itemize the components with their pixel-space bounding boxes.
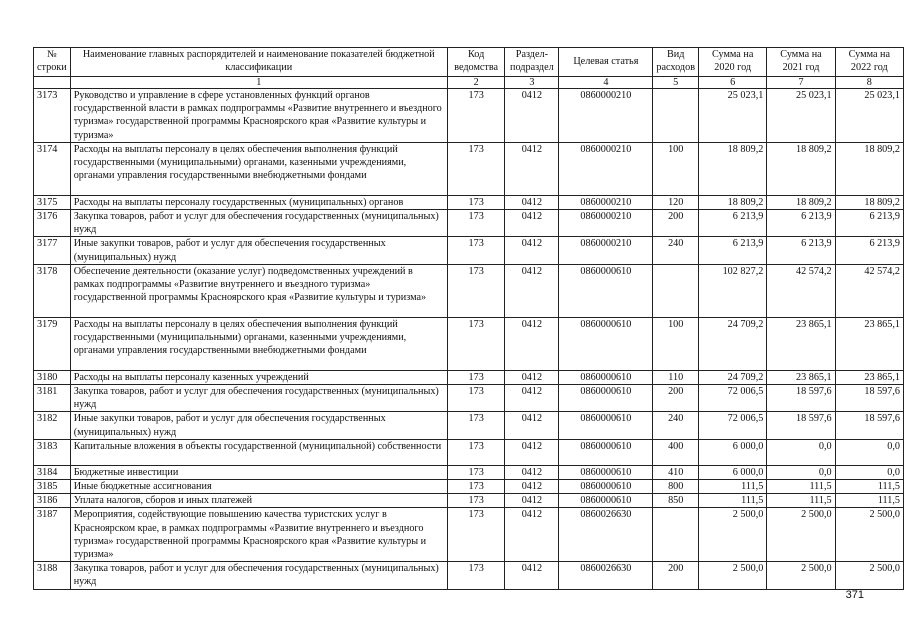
row-sum-2021: 6 213,9 (767, 237, 835, 264)
row-number: 3187 (34, 508, 71, 562)
row-target: 0860000610 (559, 317, 653, 370)
row-expense-type: 200 (653, 562, 699, 589)
row-section: 0412 (505, 508, 559, 562)
row-code: 173 (447, 237, 505, 264)
row-sum-2020: 18 809,2 (699, 195, 767, 209)
row-code: 173 (447, 89, 505, 143)
row-sum-2020: 25 023,1 (699, 89, 767, 143)
table-row (34, 465, 904, 479)
row-code: 173 (447, 439, 505, 465)
row-target: 0860000610 (559, 412, 653, 439)
row-code: 173 (447, 142, 505, 195)
row-sum-2020: 2 500,0 (699, 562, 767, 589)
row-number: 3178 (34, 264, 71, 317)
row-target: 0860000610 (559, 494, 653, 508)
row-sum-2020: 24 709,2 (699, 370, 767, 384)
row-sum-2022: 6 213,9 (835, 210, 903, 237)
row-code: 173 (447, 210, 505, 237)
row-expense-type (653, 89, 699, 143)
row-expense-type: 110 (653, 370, 699, 384)
row-sum-2022: 18 597,6 (835, 385, 903, 412)
row-sum-2022: 42 574,2 (835, 264, 903, 317)
row-target: 0860026630 (559, 562, 653, 589)
row-sum-2020: 2 500,0 (699, 508, 767, 562)
row-sum-2021: 111,5 (767, 494, 835, 508)
table-row (34, 494, 904, 508)
row-target: 0860000210 (559, 237, 653, 264)
column-number: 4 (559, 77, 653, 89)
row-code: 173 (447, 412, 505, 439)
row-name: Иные бюджетные ассигнования (70, 480, 447, 494)
row-name: Капитальные вложения в объекты государственной (муниципальной) собственности (70, 439, 447, 465)
row-sum-2022: 6 213,9 (835, 237, 903, 264)
row-expense-type: 120 (653, 195, 699, 209)
row-sum-2021: 2 500,0 (767, 562, 835, 589)
row-number: 3185 (34, 480, 71, 494)
row-sum-2021: 18 809,2 (767, 142, 835, 195)
row-expense-type: 200 (653, 385, 699, 412)
row-section: 0412 (505, 210, 559, 237)
row-section: 0412 (505, 412, 559, 439)
row-expense-type (653, 508, 699, 562)
table-row (34, 439, 904, 465)
row-sum-2021: 23 865,1 (767, 317, 835, 370)
row-sum-2020: 72 006,5 (699, 412, 767, 439)
row-number: 3183 (34, 439, 71, 465)
row-section: 0412 (505, 439, 559, 465)
row-sum-2022: 23 865,1 (835, 317, 903, 370)
row-sum-2021: 0,0 (767, 465, 835, 479)
row-code: 173 (447, 264, 505, 317)
row-number: 3177 (34, 237, 71, 264)
row-name: Обеспечение деятельности (оказание услуг) подведомственных учреждений в рамках подпрограммы «Развитие внутреннего и въездного туризма» государственной программы Красноярского края «Развитие культуры и туризма» (70, 264, 447, 317)
row-section: 0412 (505, 562, 559, 589)
row-sum-2021: 23 865,1 (767, 370, 835, 384)
row-sum-2022: 23 865,1 (835, 370, 903, 384)
row-sum-2020: 18 809,2 (699, 142, 767, 195)
budget-table (33, 47, 904, 590)
row-sum-2022: 0,0 (835, 465, 903, 479)
row-section: 0412 (505, 465, 559, 479)
row-number: 3174 (34, 142, 71, 195)
row-number: 3175 (34, 195, 71, 209)
row-expense-type: 850 (653, 494, 699, 508)
row-name: Расходы на выплаты персоналу в целях обеспечения выполнения функций государственными (муниципальными) органами, казенными учреждениями, органами управления государственными внебюджетными фондами (70, 142, 447, 195)
table-row (34, 317, 904, 370)
row-section: 0412 (505, 142, 559, 195)
row-expense-type: 200 (653, 210, 699, 237)
row-code: 173 (447, 195, 505, 209)
row-section: 0412 (505, 317, 559, 370)
row-section: 0412 (505, 264, 559, 317)
row-sum-2020: 6 213,9 (699, 210, 767, 237)
row-name: Расходы на выплаты персоналу казенных учреждений (70, 370, 447, 384)
row-target: 0860000610 (559, 370, 653, 384)
column-number: 5 (653, 77, 699, 89)
row-sum-2020: 6 000,0 (699, 465, 767, 479)
table-row (34, 264, 904, 317)
row-sum-2022: 111,5 (835, 480, 903, 494)
row-code: 173 (447, 370, 505, 384)
header-name: Наименование главных распорядителей и наименование показателей бюджетной классификации (70, 48, 447, 77)
row-sum-2022: 18 597,6 (835, 412, 903, 439)
row-target: 0860000610 (559, 439, 653, 465)
column-number: 7 (767, 77, 835, 89)
column-number: 8 (835, 77, 903, 89)
row-section: 0412 (505, 237, 559, 264)
row-expense-type (653, 264, 699, 317)
table-body (34, 89, 904, 590)
header-row (34, 48, 904, 77)
row-sum-2022: 2 500,0 (835, 562, 903, 589)
row-name: Закупка товаров, работ и услуг для обеспечения государственных (муниципальных) нужд (70, 562, 447, 589)
page-number: 371 (845, 589, 864, 601)
row-name: Закупка товаров, работ и услуг для обеспечения государственных (муниципальных) нужд (70, 385, 447, 412)
row-number: 3184 (34, 465, 71, 479)
column-number: 2 (447, 77, 505, 89)
row-sum-2021: 18 809,2 (767, 195, 835, 209)
header-sum-2020: Сумма на 2020 год (699, 48, 767, 77)
row-section: 0412 (505, 385, 559, 412)
row-number: 3188 (34, 562, 71, 589)
table-row (34, 142, 904, 195)
header-vid: Вид расходов (653, 48, 699, 77)
row-sum-2020: 6 000,0 (699, 439, 767, 465)
row-target: 0860000210 (559, 195, 653, 209)
column-number-row (34, 77, 904, 89)
row-sum-2022: 111,5 (835, 494, 903, 508)
row-expense-type: 100 (653, 317, 699, 370)
row-target: 0860000210 (559, 142, 653, 195)
row-target: 0860000610 (559, 480, 653, 494)
row-code: 173 (447, 562, 505, 589)
row-name: Мероприятия, содействующие повышению качества туристских услуг в Красноярском крае, в рамках подпрограммы «Развитие внутреннего и въездного туризма» государственной программы Красноярского края «Развитие культуры и туризма» (70, 508, 447, 562)
row-sum-2021: 2 500,0 (767, 508, 835, 562)
row-name: Иные закупки товаров, работ и услуг для обеспечения государственных (муниципальных) нужд (70, 237, 447, 264)
row-sum-2022: 25 023,1 (835, 89, 903, 143)
row-expense-type: 410 (653, 465, 699, 479)
row-expense-type: 800 (653, 480, 699, 494)
header-section: Раздел-подраздел (505, 48, 559, 77)
row-name: Руководство и управление в сфере установленных функций органов государственной власти в рамках подпрограммы «Развитие внутреннего и въездного туризма» государственной программы Красноярского края «Развитие культуры и туризма» (70, 89, 447, 143)
row-section: 0412 (505, 480, 559, 494)
row-target: 0860000610 (559, 264, 653, 317)
row-number: 3186 (34, 494, 71, 508)
row-section: 0412 (505, 195, 559, 209)
row-sum-2020: 6 213,9 (699, 237, 767, 264)
row-name: Иные закупки товаров, работ и услуг для обеспечения государственных (муниципальных) нужд (70, 412, 447, 439)
row-expense-type: 400 (653, 439, 699, 465)
row-sum-2021: 42 574,2 (767, 264, 835, 317)
header-sum-2022: Сумма на 2022 год (835, 48, 903, 77)
row-sum-2020: 72 006,5 (699, 385, 767, 412)
row-name: Расходы на выплаты персоналу государственных (муниципальных) органов (70, 195, 447, 209)
row-sum-2020: 111,5 (699, 494, 767, 508)
row-expense-type: 240 (653, 412, 699, 439)
row-target: 0860000210 (559, 210, 653, 237)
table-row (34, 210, 904, 237)
table-row (34, 237, 904, 264)
row-sum-2021: 18 597,6 (767, 385, 835, 412)
row-target: 0860000210 (559, 89, 653, 143)
column-number (34, 77, 71, 89)
row-code: 173 (447, 385, 505, 412)
table-row (34, 508, 904, 562)
row-sum-2022: 2 500,0 (835, 508, 903, 562)
row-code: 173 (447, 317, 505, 370)
row-number: 3180 (34, 370, 71, 384)
row-section: 0412 (505, 89, 559, 143)
row-sum-2022: 0,0 (835, 439, 903, 465)
table-row (34, 480, 904, 494)
column-number: 6 (699, 77, 767, 89)
row-target: 0860000610 (559, 465, 653, 479)
column-number: 3 (505, 77, 559, 89)
row-name: Расходы на выплаты персоналу в целях обеспечения выполнения функций государственными (муниципальными) органами, казенными учреждениями, органами управления государственными внебюджетными фондами (70, 317, 447, 370)
row-section: 0412 (505, 370, 559, 384)
row-target: 0860026630 (559, 508, 653, 562)
row-number: 3179 (34, 317, 71, 370)
row-sum-2021: 25 023,1 (767, 89, 835, 143)
table-row (34, 385, 904, 412)
row-number: 3173 (34, 89, 71, 143)
row-expense-type: 240 (653, 237, 699, 264)
row-name: Закупка товаров, работ и услуг для обеспечения государственных (муниципальных) нужд (70, 210, 447, 237)
row-section: 0412 (505, 494, 559, 508)
row-sum-2020: 24 709,2 (699, 317, 767, 370)
row-expense-type: 100 (653, 142, 699, 195)
row-sum-2022: 18 809,2 (835, 142, 903, 195)
header-num: № строки (34, 48, 71, 77)
row-number: 3176 (34, 210, 71, 237)
row-code: 173 (447, 480, 505, 494)
header-sum-2021: Сумма на 2021 год (767, 48, 835, 77)
row-sum-2021: 6 213,9 (767, 210, 835, 237)
row-target: 0860000610 (559, 385, 653, 412)
row-code: 173 (447, 465, 505, 479)
table-row (34, 89, 904, 143)
row-code: 173 (447, 508, 505, 562)
table-row (34, 412, 904, 439)
table-row (34, 562, 904, 589)
row-code: 173 (447, 494, 505, 508)
table-row (34, 370, 904, 384)
row-sum-2020: 111,5 (699, 480, 767, 494)
table-row (34, 195, 904, 209)
row-sum-2021: 111,5 (767, 480, 835, 494)
column-number: 1 (70, 77, 447, 89)
row-sum-2021: 18 597,6 (767, 412, 835, 439)
row-sum-2020: 102 827,2 (699, 264, 767, 317)
row-name: Уплата налогов, сборов и иных платежей (70, 494, 447, 508)
row-sum-2022: 18 809,2 (835, 195, 903, 209)
header-target: Целевая статья (559, 48, 653, 77)
header-code: Код ведомства (447, 48, 505, 77)
row-name: Бюджетные инвестиции (70, 465, 447, 479)
row-number: 3182 (34, 412, 71, 439)
row-sum-2021: 0,0 (767, 439, 835, 465)
row-number: 3181 (34, 385, 71, 412)
